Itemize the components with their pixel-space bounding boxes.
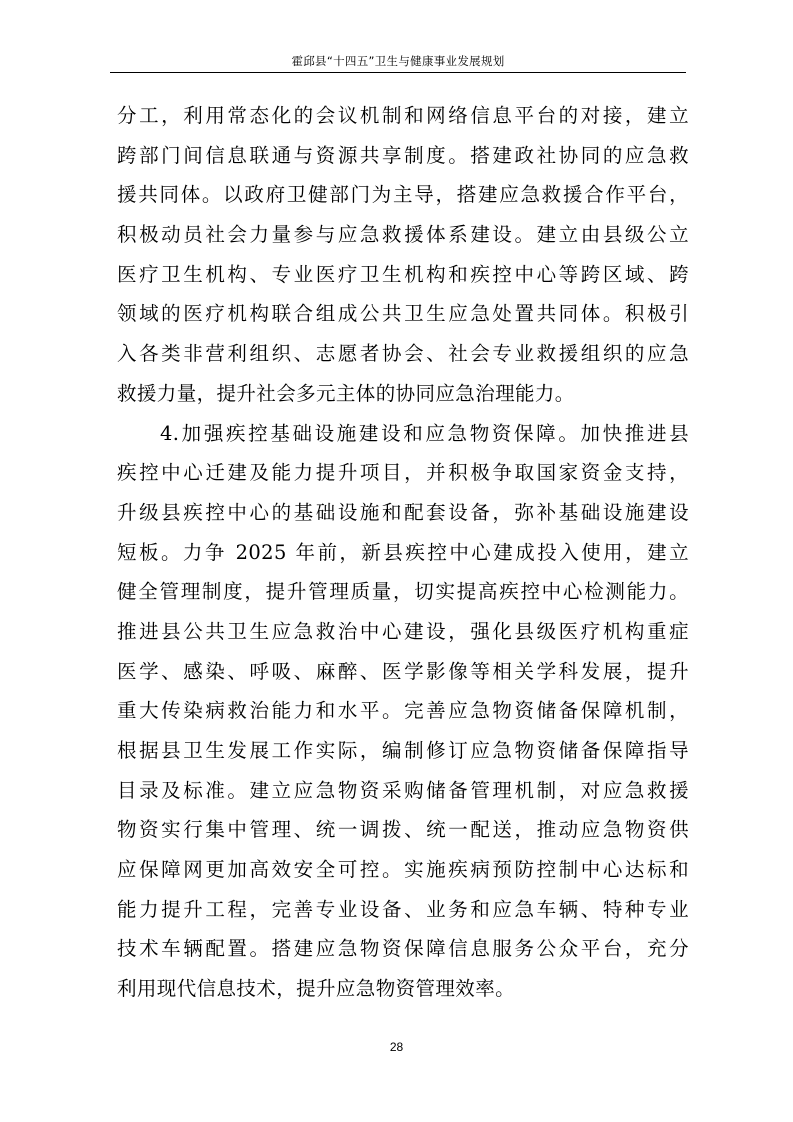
text-line: 救援力量，提升社会多元主体的协同应急治理能力。 — [117, 381, 575, 405]
text-line: 领域的医疗机构联合组成公共卫生应急处置共同体。积极引 — [117, 302, 689, 326]
text-line: 健全管理制度，提升管理质量，切实提高疾控中心检测能力。 — [117, 580, 689, 604]
document-body — [117, 96, 689, 1009]
text-line: 医疗卫生机构、专业医疗卫生机构和疾控中心等跨区域、跨 — [117, 262, 689, 286]
text-line: 升级县疾控中心的基础设施和配套设备，弥补基础设施建设 — [117, 500, 689, 524]
text-line: 能力提升工程，完善专业设备、业务和应急车辆、特种专业 — [117, 897, 689, 921]
text-line: 4.加强疾控基础设施建设和应急物资保障。加快推进县 — [160, 421, 689, 445]
text-line: 技术车辆配置。搭建应急物资保障信息服务公众平台，充分 — [117, 937, 689, 961]
text-line: 疾控中心迁建及能力提升项目，并积极争取国家资金支持， — [117, 461, 689, 485]
text-line: 推进县公共卫生应急救治中心建设，强化县级医疗机构重症 — [117, 619, 689, 643]
text-line: 物资实行集中管理、统一调拨、统一配送，推动应急物资供 — [117, 818, 689, 842]
running-header: 霍邱县“十四五”卫生与健康事业发展规划 — [291, 54, 505, 68]
text-line: 跨部门间信息联通与资源共享制度。搭建政社协同的应急救 — [117, 143, 689, 167]
page-number: 28 — [389, 1040, 404, 1054]
text-line: 根据县卫生发展工作实际，编制修订应急物资储备保障指导 — [117, 739, 689, 762]
text-line: 分工，利用常态化的会议机制和网络信息平台的对接，建立 — [117, 104, 689, 127]
text-line: 医学、感染、呼吸、麻醉、医学影像等相关学科发展，提升 — [117, 659, 689, 683]
header-rule — [110, 72, 686, 73]
text-line: 入各类非营利组织、志愿者协会、社会专业救援组织的应急 — [117, 342, 689, 366]
text-line: 短板。力争 2025 年前，新县疾控中心建成投入使用，建立 — [117, 540, 689, 564]
text-line: 应保障网更加高效安全可控。实施疾病预防控制中心达标和 — [117, 858, 689, 882]
text-line: 积极动员社会力量参与应急救援体系建设。建立由县级公立 — [117, 223, 689, 247]
text-line: 利用现代信息技术，提升应急物资管理效率。 — [117, 977, 516, 1001]
text-line: 目录及标准。建立应急物资采购储备管理机制，对应急救援 — [117, 778, 689, 802]
paragraph-emergency-coordination — [117, 96, 689, 414]
text-line: 重大传染病救治能力和水平。完善应急物资储备保障机制， — [117, 699, 689, 723]
text-line: 援共同体。以政府卫健部门为主导，搭建应急救援合作平台， — [117, 183, 689, 207]
paragraph-cdc-infrastructure — [117, 414, 689, 1009]
